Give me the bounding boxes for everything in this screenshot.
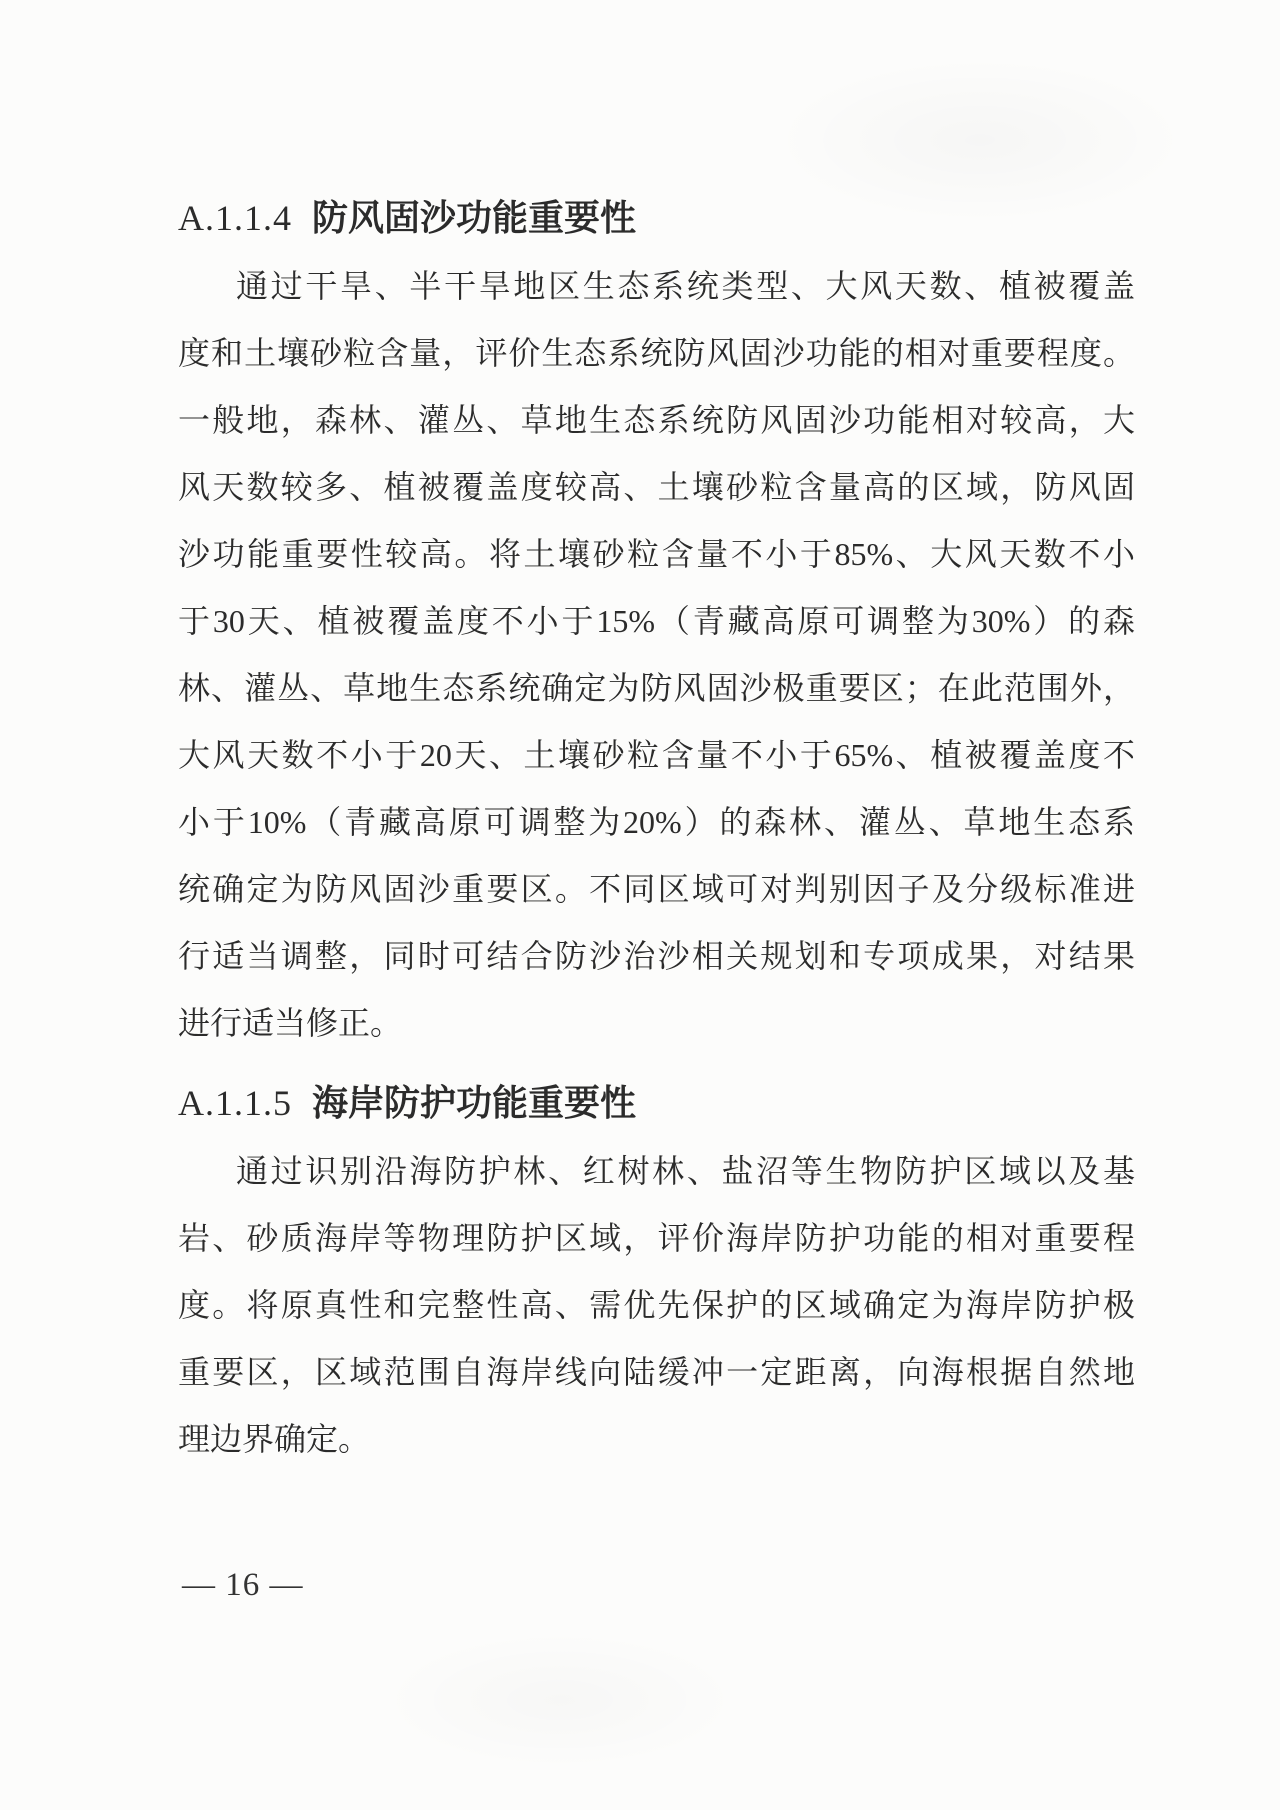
heading-number: A.1.1.5 (178, 1083, 292, 1123)
text-line: 一般地，森林、灌丛、草地生态系统防风固沙功能相对较高，大 (178, 402, 1135, 438)
text-line: 通过识别沿海防护林、红树林、盐沼等生物防护区域以及基 (236, 1153, 1135, 1189)
section (178, 196, 1135, 1057)
paragraph (178, 253, 1135, 1057)
section-heading (178, 1081, 1135, 1125)
text-line: 统确定为防风固沙重要区。不同区域可对判别因子及分级标准进 (178, 871, 1135, 907)
page-number: — 16 — (182, 1567, 304, 1603)
text-line: 通过干旱、半干旱地区生态系统类型、大风天数、植被覆盖 (236, 268, 1135, 304)
section-heading (178, 196, 1135, 240)
text-line: 行适当调整，同时可结合防沙治沙相关规划和专项成果，对结果 (178, 938, 1135, 974)
text-line: 重要区，区域范围自海岸线向陆缓冲一定距离，向海根据自然地 (178, 1354, 1135, 1390)
text-line: 风天数较多、植被覆盖度较高、土壤砂粒含量高的区域，防风固 (178, 469, 1135, 505)
paragraph (178, 1138, 1135, 1473)
text-line: 度和土壤砂粒含量，评价生态系统防风固沙功能的相对重要程度。 (178, 335, 1135, 371)
heading-title: 防风固沙功能重要性 (312, 197, 637, 238)
heading-number: A.1.1.4 (178, 198, 292, 238)
text-line: 理边界确定。 (178, 1421, 371, 1457)
text-line: 小于10%（青藏高原可调整为20%）的森林、灌丛、草地生态系 (178, 804, 1135, 840)
heading-title: 海岸防护功能重要性 (312, 1082, 637, 1123)
text-line: 岩、砂质海岸等物理防护区域，评价海岸防护功能的相对重要程 (178, 1220, 1135, 1256)
text-line: 大风天数不小于20天、土壤砂粒含量不小于65%、植被覆盖度不 (178, 737, 1135, 773)
text-line: 于30天、植被覆盖度不小于15%（青藏高原可调整为30%）的森 (178, 603, 1135, 639)
text-line: 林、灌丛、草地生态系统确定为防风固沙极重要区；在此范围外， (178, 670, 1135, 706)
text-line: 沙功能重要性较高。将土壤砂粒含量不小于85%、大风天数不小 (178, 536, 1135, 572)
page-content (178, 196, 1135, 1473)
text-line: 进行适当修正。 (178, 1005, 403, 1041)
section (178, 1081, 1135, 1473)
text-line: 度。将原真性和完整性高、需优先保护的区域确定为海岸防护极 (178, 1287, 1135, 1323)
